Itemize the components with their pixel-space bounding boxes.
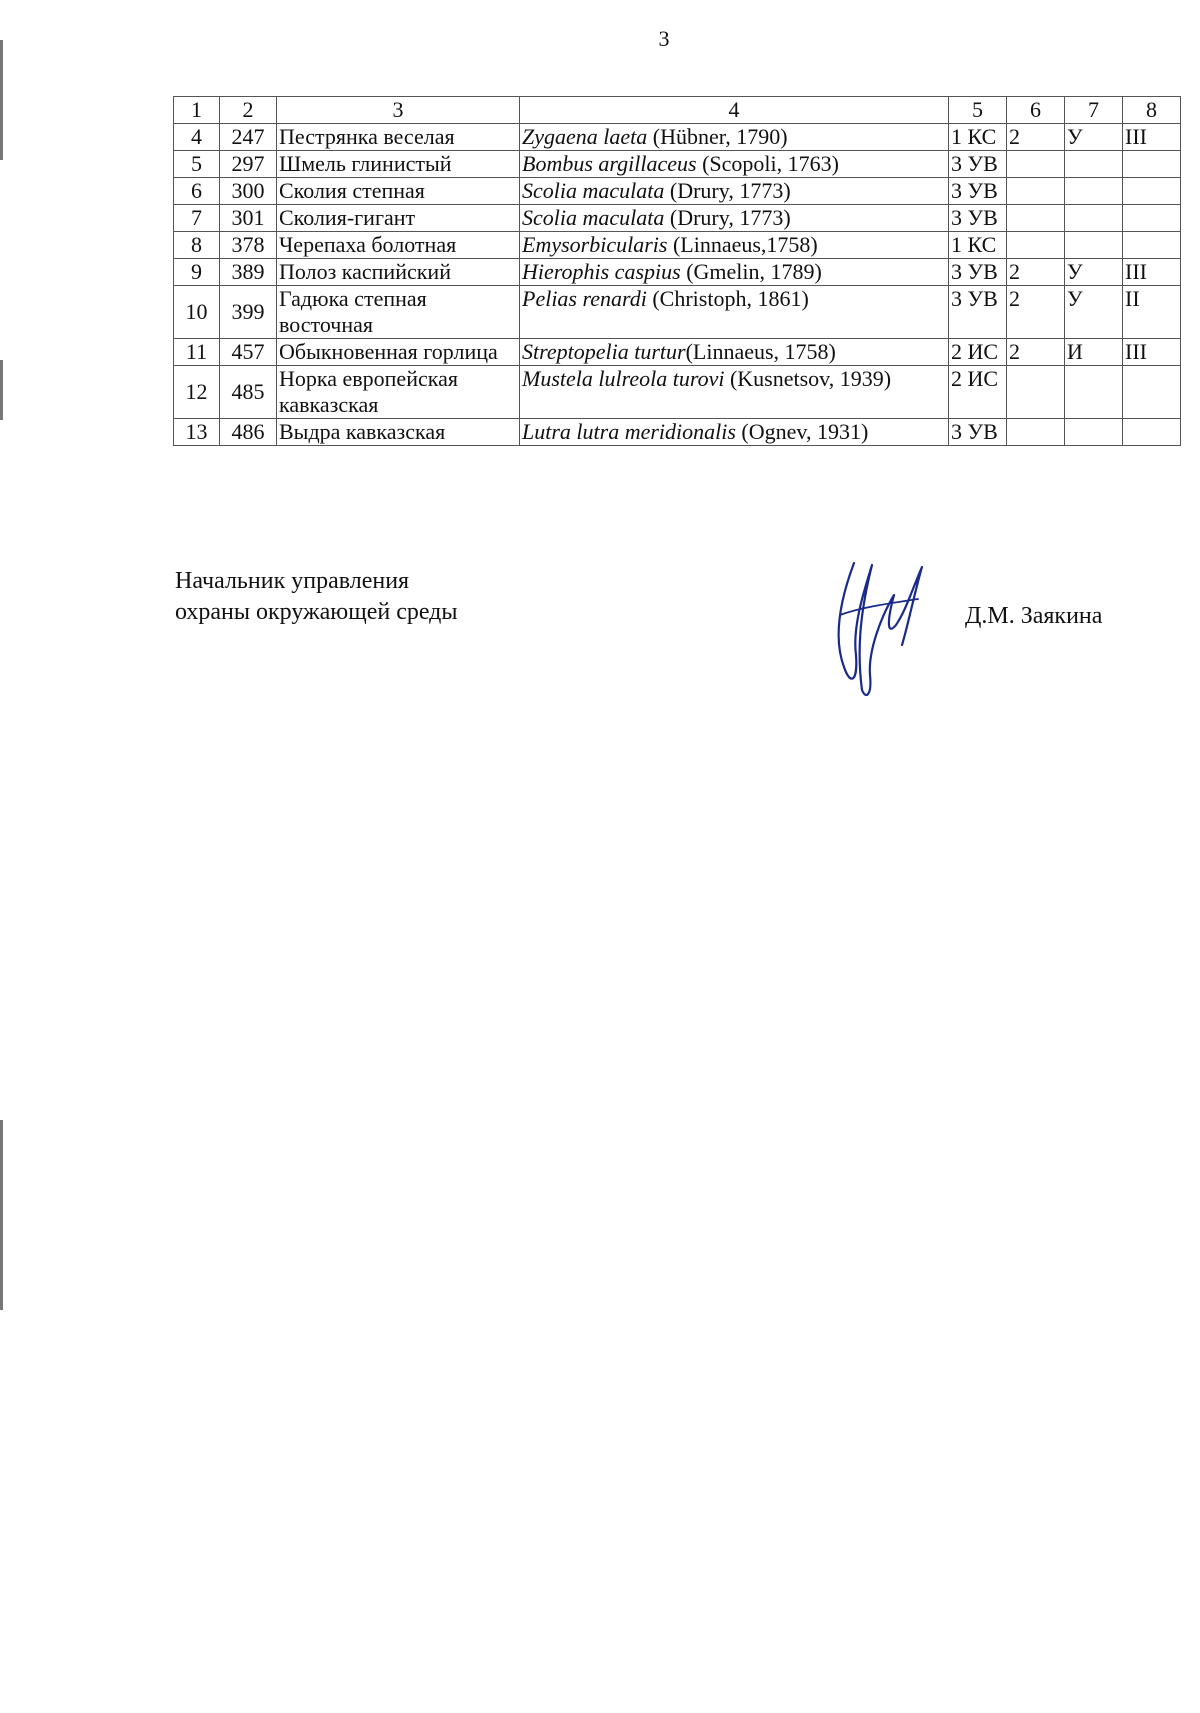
species-code-cell: 297	[220, 151, 277, 178]
table-header-row	[174, 97, 1181, 124]
column-header: 6	[1007, 97, 1065, 124]
column-6-cell: 2	[1007, 286, 1065, 339]
latin-genus-species: Streptopelia turtur	[522, 339, 686, 364]
scan-edge-mark	[0, 360, 3, 420]
latin-name-cell	[520, 151, 949, 178]
status-cell: 3 УВ	[949, 205, 1007, 232]
column-8-cell: III	[1123, 259, 1181, 286]
latin-author: (Drury, 1773)	[664, 178, 791, 203]
species-code-cell: 399	[220, 286, 277, 339]
latin-author: (Christoph, 1861)	[646, 286, 809, 311]
latin-genus-species: Scolia maculata	[522, 205, 665, 230]
column-7-cell: У	[1065, 124, 1123, 151]
species-table	[173, 96, 1181, 446]
signatory-title-line2: охраны окружающей среды	[175, 599, 458, 625]
species-code-cell: 457	[220, 339, 277, 366]
species-code-cell: 301	[220, 205, 277, 232]
status-cell: 3 УВ	[949, 419, 1007, 446]
latin-name-cell	[520, 205, 949, 232]
row-number-cell: 10	[174, 286, 220, 339]
status-cell: 3 УВ	[949, 286, 1007, 339]
column-6-cell	[1007, 366, 1065, 419]
species-code-cell: 378	[220, 232, 277, 259]
column-8-cell: II	[1123, 286, 1181, 339]
column-6-cell	[1007, 151, 1065, 178]
column-7-cell	[1065, 178, 1123, 205]
latin-name-cell	[520, 178, 949, 205]
latin-genus-species: Pelias renardi	[522, 286, 647, 311]
column-header: 2	[220, 97, 277, 124]
latin-genus-species: Mustela lulreola turovi	[522, 366, 725, 391]
latin-name-cell	[520, 366, 949, 419]
table-row	[174, 124, 1181, 151]
row-number-cell: 13	[174, 419, 220, 446]
status-cell: 3 УВ	[949, 178, 1007, 205]
russian-name-cell: Пестрянка веселая	[277, 124, 520, 151]
table-row	[174, 286, 1181, 339]
latin-name-cell	[520, 339, 949, 366]
row-number-cell: 4	[174, 124, 220, 151]
russian-name-cell: Шмель глинистый	[277, 151, 520, 178]
signature-block	[175, 566, 458, 628]
status-cell: 1 КС	[949, 232, 1007, 259]
column-7-cell	[1065, 232, 1123, 259]
column-6-cell	[1007, 178, 1065, 205]
column-6-cell	[1007, 232, 1065, 259]
species-code-cell: 389	[220, 259, 277, 286]
column-8-cell	[1123, 178, 1181, 205]
russian-name-cell: Полоз каспийский	[277, 259, 520, 286]
latin-author: (Kusnetsov, 1939)	[724, 366, 892, 391]
species-code-cell: 486	[220, 419, 277, 446]
column-header: 4	[520, 97, 949, 124]
status-cell: 3 УВ	[949, 151, 1007, 178]
column-6-cell	[1007, 205, 1065, 232]
table-row	[174, 339, 1181, 366]
russian-name-cell: Гадюка степная восточная	[277, 286, 520, 339]
status-cell: 2 ИС	[949, 366, 1007, 419]
species-code-cell: 300	[220, 178, 277, 205]
latin-author: (Ognev, 1931)	[735, 419, 869, 444]
latin-name-cell	[520, 124, 949, 151]
page-number: 3	[658, 26, 670, 51]
handwritten-signature	[822, 555, 942, 705]
column-6-cell: 2	[1007, 124, 1065, 151]
latin-author: (Gmelin, 1789)	[680, 259, 822, 284]
column-header: 7	[1065, 97, 1123, 124]
latin-name-cell	[520, 419, 949, 446]
russian-name-cell: Обыкновенная горлица	[277, 339, 520, 366]
column-header: 5	[949, 97, 1007, 124]
column-header: 3	[277, 97, 520, 124]
column-6-cell	[1007, 419, 1065, 446]
latin-genus-species: Bombus argillaceus	[522, 151, 697, 176]
row-number-cell: 6	[174, 178, 220, 205]
column-header: 1	[174, 97, 220, 124]
latin-author: (Drury, 1773)	[664, 205, 791, 230]
species-code-cell: 247	[220, 124, 277, 151]
column-7-cell: У	[1065, 286, 1123, 339]
column-8-cell	[1123, 366, 1181, 419]
russian-name-cell: Черепаха болотная	[277, 232, 520, 259]
column-8-cell	[1123, 205, 1181, 232]
latin-genus-species: Scolia maculata	[522, 178, 665, 203]
latin-name-cell	[520, 259, 949, 286]
status-cell: 2 ИС	[949, 339, 1007, 366]
latin-genus-species: Hierophis caspius	[522, 259, 681, 284]
table-row	[174, 419, 1181, 446]
latin-author: (Scopoli, 1763)	[696, 151, 839, 176]
row-number-cell: 5	[174, 151, 220, 178]
column-8-cell	[1123, 151, 1181, 178]
status-cell: 1 КС	[949, 124, 1007, 151]
scan-edge-mark	[0, 1120, 3, 1310]
russian-name-cell: Выдра кавказская	[277, 419, 520, 446]
signer-name: Д.М. Заякина	[965, 603, 1103, 629]
signatory-title-line1: Начальник управления	[175, 568, 410, 594]
table-row	[174, 259, 1181, 286]
table-row	[174, 366, 1181, 419]
column-6-cell: 2	[1007, 259, 1065, 286]
column-8-cell: III	[1123, 339, 1181, 366]
column-8-cell: III	[1123, 124, 1181, 151]
russian-name-cell: Сколия-гигант	[277, 205, 520, 232]
table-row	[174, 151, 1181, 178]
column-7-cell: У	[1065, 259, 1123, 286]
column-7-cell	[1065, 151, 1123, 178]
row-number-cell: 11	[174, 339, 220, 366]
table-row	[174, 232, 1181, 259]
russian-name-cell: Сколия степная	[277, 178, 520, 205]
column-6-cell: 2	[1007, 339, 1065, 366]
column-8-cell	[1123, 419, 1181, 446]
table-row	[174, 178, 1181, 205]
latin-genus-species: Zygaena laeta	[522, 124, 648, 149]
column-header: 8	[1123, 97, 1181, 124]
scan-edge-mark	[0, 40, 3, 160]
latin-genus-species: Lutra lutra meridionalis	[522, 419, 736, 444]
latin-name-cell	[520, 286, 949, 339]
latin-author: (Hübner, 1790)	[647, 124, 788, 149]
row-number-cell: 7	[174, 205, 220, 232]
row-number-cell: 12	[174, 366, 220, 419]
column-7-cell	[1065, 205, 1123, 232]
column-8-cell	[1123, 232, 1181, 259]
latin-genus-species: Emysorbicularis	[522, 232, 668, 257]
table-row	[174, 205, 1181, 232]
column-7-cell	[1065, 366, 1123, 419]
row-number-cell: 9	[174, 259, 220, 286]
latin-name-cell	[520, 232, 949, 259]
species-code-cell: 485	[220, 366, 277, 419]
row-number-cell: 8	[174, 232, 220, 259]
russian-name-cell: Норка европейская кавказская	[277, 366, 520, 419]
column-7-cell: И	[1065, 339, 1123, 366]
latin-author: (Linnaeus,1758)	[667, 232, 818, 257]
latin-author: (Linnaeus, 1758)	[685, 339, 836, 364]
status-cell: 3 УВ	[949, 259, 1007, 286]
column-7-cell	[1065, 419, 1123, 446]
